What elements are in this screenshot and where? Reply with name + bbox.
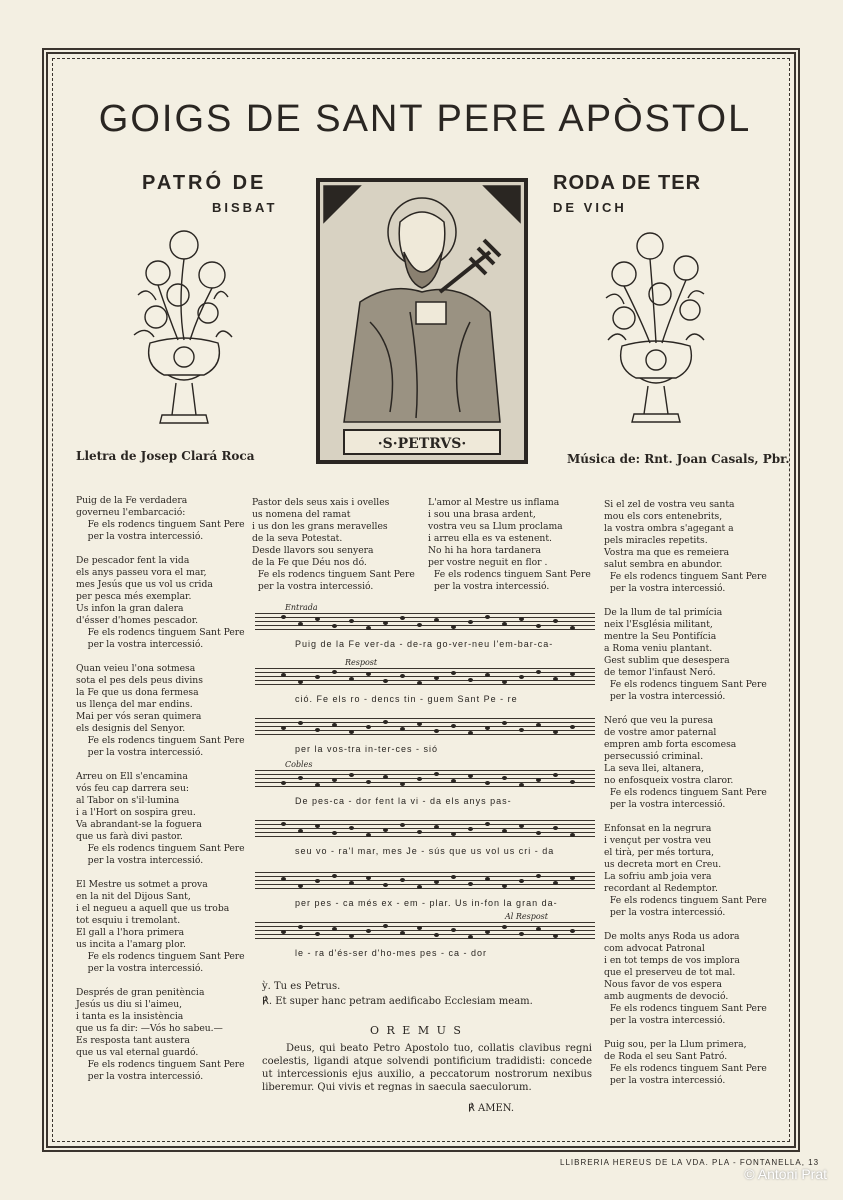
music-note (366, 929, 371, 933)
staff-line (255, 884, 595, 885)
page-title: GOIGS DE SANT PERE APÒSTOL (98, 98, 752, 140)
staff-line (255, 938, 595, 939)
music-note (570, 780, 575, 784)
music-marker: Entrada (285, 603, 318, 612)
music-note (468, 935, 473, 939)
music-note (383, 720, 388, 724)
music-staff (255, 872, 595, 912)
music-note (485, 930, 490, 934)
subtitle-right-2: DE VICH (553, 200, 627, 215)
staff-line (255, 774, 595, 775)
music-note (468, 678, 473, 682)
music-note (434, 676, 439, 680)
music-note (553, 881, 558, 885)
music-note (519, 879, 524, 883)
music-note (315, 728, 320, 732)
subtitle-right-1: RODA DE TER (553, 172, 702, 194)
music-staff (255, 760, 595, 810)
music-note (519, 932, 524, 936)
music-note (536, 874, 541, 878)
music-note (349, 677, 354, 681)
music-note (468, 731, 473, 735)
music-note (417, 722, 422, 726)
music-note (417, 623, 422, 627)
music-note (298, 776, 303, 780)
music-note (366, 833, 371, 837)
music-note (485, 673, 490, 677)
music-marker: Respost (345, 658, 378, 667)
music-note (383, 621, 388, 625)
saint-peter-portrait (316, 178, 528, 464)
music-note (468, 620, 473, 624)
staff-line (255, 880, 595, 881)
music-note (298, 884, 303, 888)
music-note (570, 929, 575, 933)
staff-line (255, 672, 595, 673)
staff-line (255, 782, 595, 783)
music-note (281, 673, 286, 677)
music-note (502, 622, 507, 626)
music-note (553, 826, 558, 830)
music-note (570, 833, 575, 837)
music-note (536, 778, 541, 782)
music-note (553, 934, 558, 938)
music-note (570, 725, 575, 729)
music-note (451, 779, 456, 783)
music-staff (255, 603, 595, 653)
music-note (485, 781, 490, 785)
music-note (400, 782, 405, 786)
music-marker: Cobles (285, 760, 313, 769)
verse-column-1: Puig de la Fe verdadera governeu l'embarcació: Fe els rodencs tinguem Sant Pere per la vostra intercessió. De pescador fent la vida els anys passeu vora el mar, mes Jesús que us vol us crida per pesca més exemplar. Us infon la gran dalera d'ésser d'homes pescador. Fe els rodencs tinguem Sant Pere per la vostra intercessió. Quan veieu l'ona sotmesa sota el pes dels peus divins la Fe que us dona fermesa us llença del mar endins. Mai per vós seran quimera els designis del Senyor. Fe els rodencs tinguem Sant Pere per la vostra intercessió. Arreu on Ell s'encamina vós feu cap darrera seu: al Tabor on s'il·lumina i a l'Hort on sospira greu. Va abrandant-se la foguera que us farà divi pastor. Fe els rodencs tinguem Sant Pere per la vostra intercessió. El Mestre us sotmet a prova en la nit del Dijous Sant, i el negueu a aquell que us troba tot esquiu i tremolant. El gall a l'hora primera us incita a l'amarg plor. Fe els rodencs tinguem Sant Pere per la vostra intercessió. Després de gran penitència Jesús us diu si l'aimeu, i tanta es la insistència que us fa dir: —Vós ho sabeu.— Es resposta tant austera que us val eternal guardó. Fe els rodencs tinguem Sant Pere per la vostra intercessió. (76, 495, 245, 1082)
music-note (383, 679, 388, 683)
music-note (315, 783, 320, 787)
music-staff (255, 912, 595, 962)
staff-lyric: Puig de la Fe ver-da - de-ra go-ver-neu l'em-bar-ca- (295, 639, 554, 649)
music-note (400, 823, 405, 827)
staff-line (255, 676, 595, 677)
saint-peter-woodcut-icon (320, 182, 524, 460)
staff-line (255, 770, 595, 771)
music-note (519, 824, 524, 828)
music-note (451, 671, 456, 675)
staff-line (255, 926, 595, 927)
staff-line (255, 828, 595, 829)
music-note (570, 876, 575, 880)
music-note (366, 725, 371, 729)
verse-column-3: L'amor al Mestre us inflama i sou una brasa ardent, vostra veu sa Llum proclama i arreu ella es va estenent. No hi ha hora tardanera per vostre neguit en flor . Fe els rodencs tinguem Sant Pere per la vostra intercessió. (428, 497, 591, 592)
versicle: ỳ. Tu es Petrus. (262, 981, 341, 992)
staff-lyric: seu vo - ra'l mar, mes Je - sús que us vol us cri - da (295, 846, 555, 856)
music-note (349, 619, 354, 623)
music-note (349, 773, 354, 777)
staff-line (255, 922, 595, 923)
music-note (536, 723, 541, 727)
music-note (434, 825, 439, 829)
music-note (417, 681, 422, 685)
staff-line (255, 718, 595, 719)
music-note (332, 670, 337, 674)
music-note (536, 670, 541, 674)
music-note (383, 883, 388, 887)
music-note (383, 775, 388, 779)
music-note (383, 924, 388, 928)
staff-line (255, 629, 595, 630)
music-note (502, 829, 507, 833)
staff-lyric: le - ra d'és-ser d'ho-mes pes - ca - dor (295, 948, 487, 958)
prayer-text: Deus, qui beato Petro Apostolo tuo, collatis clavibus regni coelestis, ligandi atque solvendi pontificium tradidisti: concede ut intercessionis ejus auxilio, a peccatorum nostrorum nexibus liberemur. Qui vivis et regnas in saecula saeculorum. (262, 1043, 592, 1093)
staff-line (255, 876, 595, 877)
music-note (451, 832, 456, 836)
music-note (519, 783, 524, 787)
music-note (400, 931, 405, 935)
music-note (468, 774, 473, 778)
music-note (434, 772, 439, 776)
amen: ℟ AMEN. (468, 1103, 515, 1114)
music-note (332, 831, 337, 835)
music-note (553, 677, 558, 681)
music-note (298, 829, 303, 833)
music-note (485, 822, 490, 826)
oremus-heading: O R E M U S (370, 1024, 463, 1037)
music-note (553, 773, 558, 777)
music-note (536, 831, 541, 835)
music-note (468, 827, 473, 831)
staff-line (255, 722, 595, 723)
music-note (281, 726, 286, 730)
music-note (485, 877, 490, 881)
music-note (553, 619, 558, 623)
music-note (332, 624, 337, 628)
music-note (434, 933, 439, 937)
staff-line (255, 734, 595, 735)
staff-line (255, 934, 595, 935)
staff-line (255, 726, 595, 727)
music-note (400, 616, 405, 620)
music-note (434, 618, 439, 622)
music-note (366, 780, 371, 784)
music-staff (255, 820, 595, 860)
music-credit: Música de: Rnt. Joan Casals, Pbr. (567, 452, 790, 466)
music-note (485, 615, 490, 619)
staff-line (255, 832, 595, 833)
music-note (502, 721, 507, 725)
music-note (451, 875, 456, 879)
staff-lyric: De pes-ca - dor fent la vi - da els anys pas- (295, 796, 512, 806)
music-note (400, 674, 405, 678)
staff-lyric: per pes - ca més ex - em - plar. Us in-fon la gran da- (295, 898, 558, 908)
music-note (349, 826, 354, 830)
music-staff (255, 658, 595, 708)
music-note (298, 622, 303, 626)
music-note (570, 626, 575, 630)
music-note (366, 626, 371, 630)
music-note (281, 781, 286, 785)
staff-line (255, 930, 595, 931)
music-note (519, 617, 524, 621)
music-note (349, 881, 354, 885)
music-note (451, 928, 456, 932)
music-note (536, 624, 541, 628)
staff-line (255, 778, 595, 779)
staff-line (255, 625, 595, 626)
music-note (553, 730, 558, 734)
verse-column-4: Si el zel de vostra veu santa mou els cors entenebrits, la vostra ombra s'agegant a pels miracles repetits. Vostra ma que es remeiera salut sembra en abundor. Fe els rodencs tinguem Sant Pere per la vostra intercessió. De la llum de tal primícia neix l'Església militant, mentre la Seu Pontifícia a Roma veniu plantant. Gest sublim que desespera de temor l'infaust Neró. Fe els rodencs tinguem Sant Pere per la vostra intercessió. Neró que veu la puresa de vostre amor paternal empren amb forta escomesa persecussió criminal. La seva llei, altanera, no enfosqueix vostra claror. Fe els rodencs tinguem Sant Pere per la vostra intercessió. Enfonsat en la negrura i vençut per vostra veu el tirà, per més tortura, us decreta mort en Creu. La sofriu amb joia vera recordant al Redemptor. Fe els rodencs tinguem Sant Pere per la vostra intercessió. De molts anys Roda us adora com advocat Patronal i en tot temps de vos implora que el preserveu de tot mal. Nous favor de vos espera amb augments de devoció. Fe els rodencs tinguem Sant Pere per la vostra intercessió. Puig sou, per la Llum primera, de Roda el seu Sant Patró. Fe els rodencs tinguem Sant Pere per la vostra intercessió. (604, 499, 767, 1086)
music-note (400, 727, 405, 731)
lyrics-credit: Lletra de Josep Clará Roca (76, 449, 255, 463)
staff-line (255, 786, 595, 787)
music-note (485, 726, 490, 730)
staff-lyric: per la vos-tra in-ter-ces - sió (295, 744, 439, 754)
music-note (502, 925, 507, 929)
music-note (502, 680, 507, 684)
music-note (332, 874, 337, 878)
music-note (349, 730, 354, 734)
staff-line (255, 820, 595, 821)
staff-line (255, 680, 595, 681)
staff-line (255, 872, 595, 873)
music-note (468, 882, 473, 886)
staff-line (255, 621, 595, 622)
music-note (281, 822, 286, 826)
staff-lyric: ció. Fe els ro - dencs tin - guem Sant Pe - re (295, 694, 518, 704)
music-note (434, 729, 439, 733)
music-note (332, 927, 337, 931)
music-note (298, 680, 303, 684)
music-note (349, 934, 354, 938)
music-note (417, 830, 422, 834)
music-note (315, 675, 320, 679)
flower-vase-right-icon (600, 228, 712, 444)
staff-line (255, 836, 595, 837)
music-note (281, 877, 286, 881)
music-staff (255, 718, 595, 758)
printer-footer: LLIBRERIA HEREUS DE LA VDA. PLA - FONTANELLA, 13 (560, 1158, 820, 1167)
music-note (417, 777, 422, 781)
staff-line (255, 617, 595, 618)
music-note (502, 776, 507, 780)
music-note (400, 878, 405, 882)
subtitle-left-2: BISBAT (212, 200, 278, 215)
portrait-caption: ·S·PETRVS· (377, 436, 467, 452)
music-note (281, 930, 286, 934)
staff-line (255, 824, 595, 825)
music-note (451, 724, 456, 728)
staff-line (255, 668, 595, 669)
music-note (281, 615, 286, 619)
music-note (536, 927, 541, 931)
music-note (502, 884, 507, 888)
music-note (332, 778, 337, 782)
music-note (298, 721, 303, 725)
music-note (315, 879, 320, 883)
music-note (332, 723, 337, 727)
staff-line (255, 613, 595, 614)
music-note (366, 876, 371, 880)
music-note (315, 617, 320, 621)
staff-line (255, 888, 595, 889)
music-note (519, 728, 524, 732)
music-marker: Al Respost (505, 912, 548, 921)
music-note (570, 672, 575, 676)
response: ℟. Et super hanc petram aedificabo Ecclesiam meam. (262, 996, 533, 1007)
subtitle-left-1: PATRÓ DE (142, 172, 267, 194)
verse-column-2: Pastor dels seus xais i ovelles us nomena del ramat i us don les grans meravelles de la seva Potestat. Desde llavors sou senyera de la Fe que Déu nos dó. Fe els rodencs tinguem Sant Pere per la vostra intercessió. (252, 497, 415, 592)
staff-line (255, 684, 595, 685)
music-note (383, 828, 388, 832)
flower-vase-left-icon (128, 225, 240, 441)
music-note (417, 926, 422, 930)
staff-line (255, 730, 595, 731)
music-note (366, 672, 371, 676)
watermark: © Antoni Prat (744, 1166, 827, 1182)
music-note (417, 885, 422, 889)
music-note (298, 925, 303, 929)
music-note (451, 625, 456, 629)
music-note (519, 675, 524, 679)
music-note (315, 932, 320, 936)
music-note (434, 880, 439, 884)
music-note (315, 824, 320, 828)
